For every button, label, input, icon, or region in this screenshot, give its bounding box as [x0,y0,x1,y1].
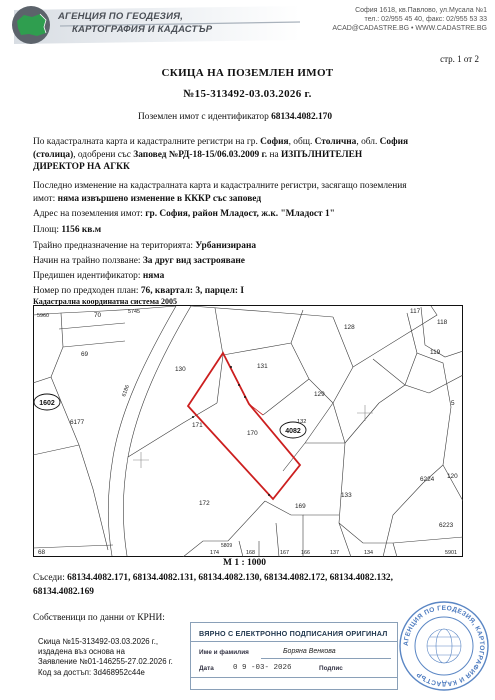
grid-cross [133,452,149,468]
parcel-label-130: 130 [175,366,186,373]
parcel-label-5745: 5745 [128,309,140,315]
parcel-line [443,407,463,501]
parcel-line [33,545,113,548]
intro-text-a: По кадастралната карта и кадастралните регистри на гр. [33,137,261,147]
parcel-line [393,543,397,557]
parcel-line [345,403,379,443]
parcel-line [63,341,125,347]
footer-access-code: Код за достъп: 3d468952c44e [38,667,145,677]
stamp-name-value: Боряна Венкова [283,648,336,655]
grid-cross [357,405,373,421]
parcel-label-5: 5 [451,400,455,407]
purpose-label: Трайно предназначение на територията: [33,241,196,251]
agency-seal-icon [398,600,490,692]
parcel-label-6186: 6186 [121,384,131,398]
page-number: стр. 1 от 2 [440,54,479,64]
parcel-label-68: 68 [38,549,46,556]
stamp-date-label: Дата [199,665,214,672]
parcel-label-128: 128 [344,324,355,331]
parcel-label-134: 134 [364,550,373,556]
previous-identifier-line [33,270,164,282]
intro-text-e: на [267,150,281,160]
parcel-label-120: 120 [447,473,458,480]
parcel-label-171: 171 [192,422,203,429]
parcel-label-6224: 6224 [420,476,435,483]
approval-line2 [33,149,362,161]
block-number-1602: 1602 [39,400,55,407]
parcel-line [33,445,79,455]
parcel-line [33,313,63,383]
usage-label: Начин на трайно ползване: [33,256,143,266]
stamp-date-value: 0 9 -03- 2026 [233,664,292,672]
parcel-label-170: 170 [247,430,258,437]
region-capital: (столица) [33,150,74,160]
purpose-line [33,240,256,252]
previous-plan-label: Номер по предходен план: [33,286,141,296]
approval-line1 [33,136,408,148]
parcel-label-166: 166 [301,550,310,556]
parcel-label-119: 119 [430,349,441,356]
parcel-label-167: 167 [280,550,289,556]
parcel-label-133: 133 [341,492,352,499]
neighbors-line1 [33,572,393,584]
parcel-label-5901: 5901 [445,550,457,556]
document-number: №15-313492-03.03.2026 г. [183,88,312,100]
block-number-4082: 4082 [285,428,301,435]
neighbors-label: Съседи: [33,573,68,583]
previous-plan-line [33,285,244,297]
previous-identifier-value: няма [142,271,165,281]
parcel-label-172: 172 [199,500,210,507]
identifier-label: Поземлен имот с идентификатор [138,112,272,122]
parcel-line [429,375,463,393]
document-title: СКИЦА НА ПОЗЕМЛЕН ИМОТ [161,67,334,79]
intro-text-b: , общ. [288,137,315,147]
parcel-label-5960: 5960 [37,313,49,319]
last-change-line2 [33,193,261,205]
parcel-label-168: 168 [246,550,255,556]
usage-value: За друг вид застрояване [142,256,245,266]
parcel-label-117: 117 [410,308,421,315]
stamp-underline [261,658,391,659]
parcel-label-6223: 6223 [439,522,454,529]
road-edge-right [123,306,191,556]
area-label: Площ: [33,225,62,235]
agency-name-line2: КАРТОГРАФИЯ И КАДАСТЪР [72,24,213,35]
footer-issued-based-on: издадена въз основа на [38,647,125,657]
parcel-label-69: 69 [81,351,89,358]
block-marker-1602 [34,394,60,410]
parcel-line [379,385,429,403]
parcel-line [59,323,125,329]
last-change-label: имот: [33,194,58,204]
owners-label: Собственици по данни от КРНИ: [33,613,165,623]
parcel-label-6177: 6177 [70,419,85,426]
verification-stamp [190,622,398,690]
stamp-divider [191,641,397,642]
neighbors-list-a: 68134.4082.171, 68134.4082.131, 68134.4082.130, 68134.4082.172, 68134.4082.132, [67,573,393,583]
contact-address: София 1618, кв.Павлово, ул.Мусала №1 [355,7,487,14]
coordinate-system-label: Кадастрална координатна система 2005 [33,297,177,306]
agency-contact [332,6,487,33]
authority-b: ДИРЕКТОР НА АГКК [33,162,130,172]
previous-identifier-label: Предишен идентификатор: [33,271,143,281]
contact-phone: тел.: 02/955 45 40, факс: 02/955 53 33 [364,16,487,23]
previous-plan-value: 76, квартал: 3, парцел: I [140,286,244,296]
purpose-value: Урбанизирана [195,241,257,251]
parcel-line [33,306,176,315]
parcel-label-70: 70 [94,312,102,319]
municipality: Столична [314,137,357,147]
parcel-label-5809: 5809 [221,543,233,549]
parcel-label-129: 129 [314,391,325,398]
address-label: Адрес на поземления имот: [33,209,146,219]
intro-text-d: , одобрени със [73,150,134,160]
seal-text: АГЕНЦИЯ ПО ГЕОДЕЗИЯ, КАРТОГРАФИЯ И КАДАСТЪР [402,604,486,688]
address-value: гр. София, район Младост, ж.к. "Младост 1" [145,209,335,219]
last-change-value: няма извършено изменение в КККР със заповед [57,194,262,204]
area-line [33,224,101,236]
footer-application: Заявление №01-146255-27.02.2026 г. [38,657,173,667]
parcel-line [128,403,217,457]
authority-a: ИЗПЪЛНИТЕЛЕН [280,150,363,160]
stamp-signature-label: Подпис [319,665,343,672]
area-value: 1156 кв.м [61,225,102,235]
approval-order: Заповед №РД-18-15/06.03.2009 г. [133,150,268,160]
parcel-label-137: 137 [330,550,339,556]
parcel-label-131: 131 [257,363,268,370]
road-edge-left [108,306,176,556]
last-change-line1: Последно изменение на кадастралната карта и кадастралните регистри, засягащо поземления [33,181,407,191]
parcel-line [291,343,333,403]
address-line [33,208,335,220]
city: София [260,137,289,147]
parcel-line [239,523,279,557]
agency-name-line1: АГЕНЦИЯ ПО ГЕОДЕЗИЯ, [58,11,184,22]
cadastral-map[interactable] [33,305,463,557]
region: София [379,137,409,147]
parcel-line [421,307,463,357]
neighbors-list-b: 68134.4082.169 [33,587,94,597]
bulgaria-map-logo-icon [10,4,52,46]
stamp-name-label: Име и фамилия [199,649,249,656]
parcel-corner-markers [192,366,270,496]
parcel-line [373,353,417,385]
intro-text-c: , обл. [356,137,380,147]
map-scale: М 1 : 1000 [223,558,267,568]
agency-header [0,0,495,48]
parcel-label-174: 174 [210,550,219,556]
usage-line [33,255,245,267]
footer-sketch-number: Скица №15-313492-03.03.2026 г., [38,637,159,646]
contact-web: ACAD@CADASTRE.BG • WWW.CADASTRE.BG [332,25,487,32]
stamp-bottom-divider [191,677,397,678]
parcel-label-169: 169 [295,503,306,510]
stamp-title: ВЯРНО С ЕЛЕКТРОННО ПОДПИСАНИЯ ОРИГИНАЛ [199,629,388,638]
parcel-label-118: 118 [437,319,448,326]
parcel-line [191,306,333,317]
identifier-line [138,111,332,123]
identifier-value: 68134.4082.170 [271,112,333,122]
parcel-line [263,379,309,415]
parcel-line [223,310,303,355]
footer-info [38,637,173,678]
parcel-label-132: 132 [297,419,307,425]
